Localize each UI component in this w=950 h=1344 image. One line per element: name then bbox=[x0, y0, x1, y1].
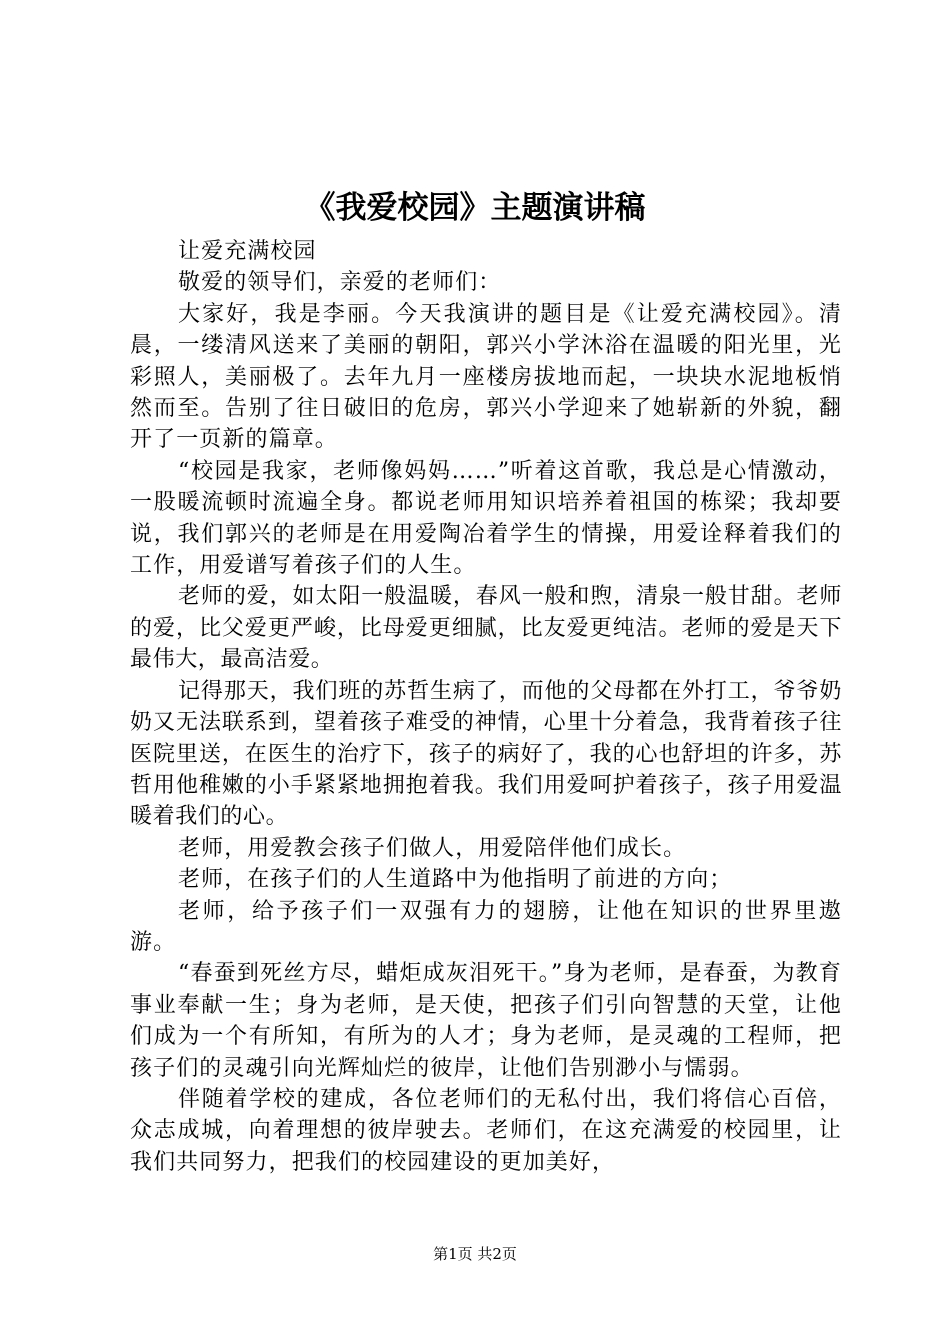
paragraph: 老师，在孩子们的人生道路中为他指明了前进的方向； bbox=[178, 867, 733, 893]
paragraph: 老师，给予孩子们一双强有力的翅膀，让他在知识的世界里遨游。 bbox=[130, 898, 842, 955]
paragraph: “校园是我家，老师像妈妈……”听着这首歌，我总是心情激动，一股暖流顿时流遍全身。都说老师用知识培养着祖国的栋梁；我却要说，我们郭兴的老师是在用爱陶冶着学生的情操，用爱诠释着我们的工作，用爱谱写着孩子们的人生。 bbox=[130, 458, 842, 579]
paragraph: 记得那天，我们班的苏哲生病了，而他的父母都在外打工，爷爷奶奶又无法联系到，望着孩子难受的神情，心里十分着急，我背着孩子往医院里送，在医生的治疗下，孩子的病好了，我的心也舒坦的许多，苏哲用他稚嫩的小手紧紧地拥抱着我。我们用爱呵护着孩子，孩子用爱温暖着我们的心。 bbox=[130, 678, 842, 830]
page-number-footer: 第1页 共2页 bbox=[433, 1245, 517, 1263]
paragraph: 老师的爱，如太阳一般温暖，春风一般和煦，清泉一般甘甜。老师的爱，比父爱更严峻，比母爱更细腻，比友爱更纯洁。老师的爱是天下最伟大，最高洁爱。 bbox=[130, 584, 842, 673]
document-title: 《我爱校园》主题演讲稿 bbox=[304, 190, 646, 226]
document-body bbox=[130, 236, 842, 1178]
paragraph: 老师，用爱教会孩子们做人，用爱陪伴他们成长。 bbox=[178, 835, 687, 861]
paragraph: “春蚕到死丝方尽，蜡炬成灰泪死干。”身为老师，是春蚕，为教育事业奉献一生；身为老师，是天使，把孩子们引向智慧的天堂，让他们成为一个有所知，有所为的人才；身为老师，是灵魂的工程师，把孩子们的灵魂引向光辉灿烂的彼岸，让他们告别渺小与懦弱。 bbox=[130, 961, 842, 1081]
salutation: 敬爱的领导们，亲爱的老师们： bbox=[178, 270, 502, 296]
paragraph: 大家好，我是李丽。今天我演讲的题目是《让爱充满校园》。清晨，一缕清风送来了美丽的朝阳，郭兴小学沐浴在温暖的阳光里，光彩照人，美丽极了。去年九月一座楼房拔地而起，一块块水泥地板悄然而至。告别了往日破旧的危房，郭兴小学迎来了她崭新的外貌，翻开了一页新的篇章。 bbox=[130, 301, 842, 453]
paragraph: 伴随着学校的建成，各位老师们的无私付出，我们将信心百倍，众志成城，向着理想的彼岸驶去。老师们，在这充满爱的校园里，让我们共同努力，把我们的校园建设的更加美好， bbox=[130, 1086, 842, 1175]
speech-heading: 让爱充满校园 bbox=[178, 239, 317, 264]
